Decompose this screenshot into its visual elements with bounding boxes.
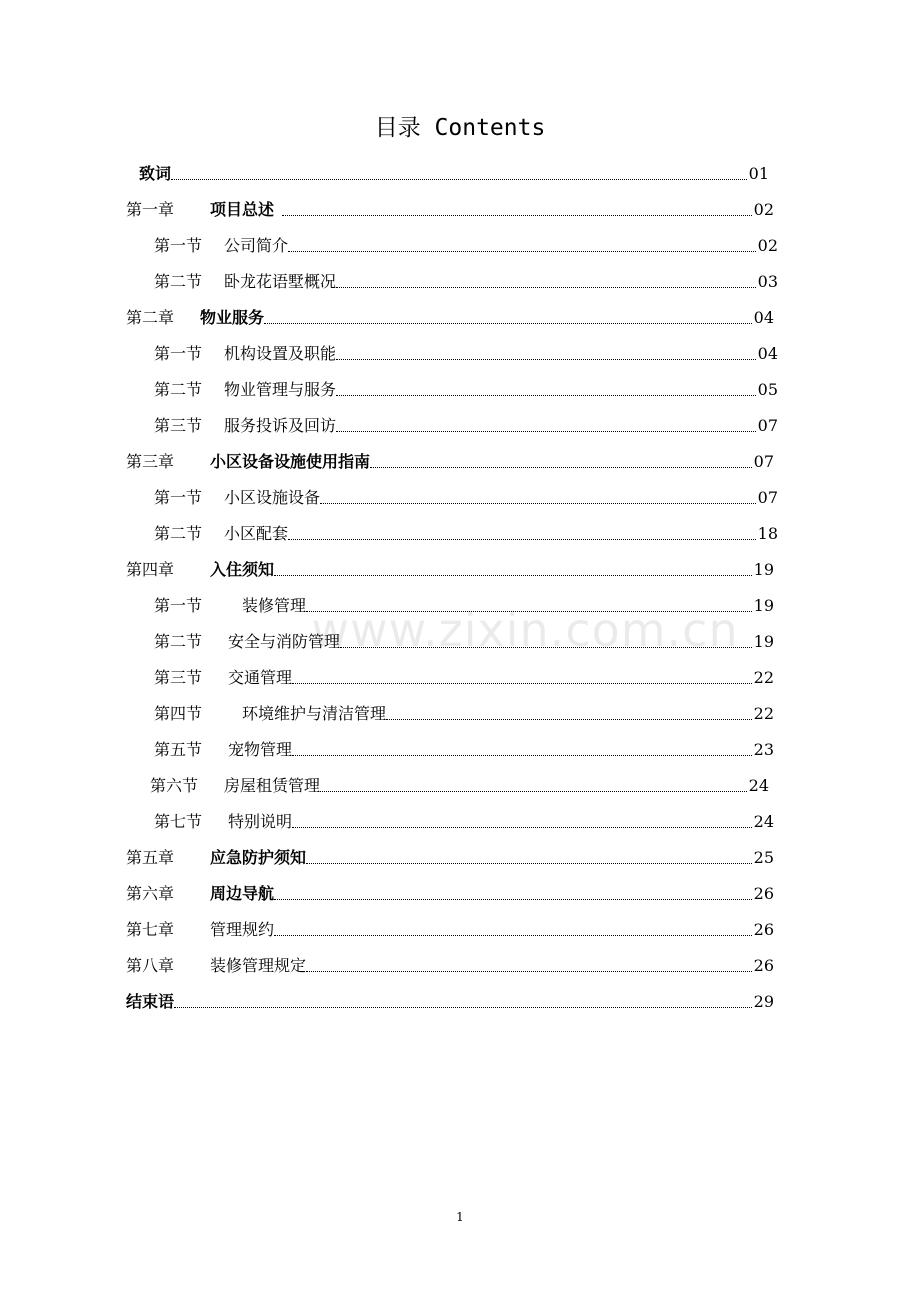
toc-entry-page: 26 bbox=[753, 884, 774, 903]
dot-leader bbox=[171, 179, 747, 180]
dot-leader bbox=[336, 359, 756, 360]
toc-entry-number: 第二节 bbox=[154, 524, 203, 543]
toc-entry-title: 物业服务 bbox=[200, 308, 265, 327]
toc-entry-title: 交通管理 bbox=[228, 668, 293, 687]
toc-entry-page: 26 bbox=[753, 956, 774, 975]
toc-entry-title: 周边导航 bbox=[210, 884, 275, 903]
toc-entry-title: 入住须知 bbox=[210, 560, 275, 579]
page-number: 1 bbox=[456, 1210, 464, 1224]
toc-entry-number: 第一节 bbox=[154, 596, 203, 615]
toc-entry-title: 管理规约 bbox=[210, 920, 275, 939]
toc-entry-number: 第一节 bbox=[154, 236, 203, 255]
toc-entry-chapter-8[interactable] bbox=[126, 952, 774, 976]
toc-entry-section[interactable] bbox=[154, 232, 778, 256]
toc-entry-page: 19 bbox=[753, 632, 774, 651]
dot-leader bbox=[336, 431, 756, 432]
toc-entry-section[interactable] bbox=[154, 628, 774, 652]
dot-leader bbox=[274, 899, 752, 900]
toc-entry-title: 服务投诉及回访 bbox=[224, 416, 337, 435]
toc-entry-section[interactable] bbox=[154, 808, 774, 832]
dot-leader bbox=[386, 719, 752, 720]
toc-entry-chapter-6[interactable] bbox=[126, 880, 774, 904]
toc-entry-page: 07 bbox=[757, 488, 778, 507]
page-title: 目录 Contents bbox=[374, 115, 546, 141]
toc-entry-title: 物业管理与服务 bbox=[224, 380, 337, 399]
toc-entry-number: 第三节 bbox=[154, 668, 203, 687]
toc-entry-number: 第二章 bbox=[126, 308, 175, 327]
dot-leader bbox=[174, 1007, 752, 1008]
toc-entry-number: 第一节 bbox=[154, 488, 203, 507]
toc-entry-number: 第二节 bbox=[154, 380, 203, 399]
toc-entry-page: 03 bbox=[757, 272, 778, 291]
toc-entry-title: 装修管理规定 bbox=[210, 956, 307, 975]
toc-entry-number: 第五节 bbox=[154, 740, 203, 759]
dot-leader bbox=[340, 647, 752, 648]
toc-entry-chapter-5[interactable] bbox=[126, 844, 774, 868]
toc-entry-chapter-4[interactable] bbox=[126, 556, 774, 580]
toc-entry-section[interactable] bbox=[154, 412, 778, 436]
toc-entry-number: 第六节 bbox=[150, 776, 199, 795]
toc-entry-section[interactable] bbox=[154, 340, 778, 364]
toc-entry-page: 01 bbox=[748, 164, 769, 183]
dot-leader bbox=[292, 827, 752, 828]
toc-entry-title: 公司简介 bbox=[224, 236, 289, 255]
toc-entry-page: 04 bbox=[757, 344, 778, 363]
toc-entry-number: 第三章 bbox=[126, 452, 175, 471]
dot-leader bbox=[320, 503, 756, 504]
toc-entry-number: 第二节 bbox=[154, 632, 203, 651]
toc-entry-section[interactable] bbox=[154, 592, 774, 616]
dot-leader bbox=[306, 863, 752, 864]
toc-entry-number: 第四章 bbox=[126, 560, 175, 579]
toc-entry-section[interactable] bbox=[154, 520, 778, 544]
toc-entry-page: 07 bbox=[757, 416, 778, 435]
toc-entry-title: 装修管理 bbox=[242, 596, 307, 615]
toc-entry-chapter-3[interactable] bbox=[126, 448, 774, 472]
dot-leader bbox=[274, 935, 752, 936]
dot-leader bbox=[288, 539, 756, 540]
toc-entry-page: 24 bbox=[753, 812, 774, 831]
toc-entry-section[interactable] bbox=[150, 772, 769, 796]
toc-entry-number: 第七节 bbox=[154, 812, 203, 831]
toc-entry-title: 安全与消防管理 bbox=[228, 632, 341, 651]
toc-entry-section[interactable] bbox=[154, 484, 778, 508]
toc-entry-number: 第八章 bbox=[126, 956, 175, 975]
dot-leader bbox=[274, 575, 752, 576]
toc-entry-page: 29 bbox=[753, 992, 774, 1011]
dot-leader bbox=[288, 251, 756, 252]
toc-entry-chapter-1[interactable] bbox=[126, 196, 774, 220]
toc-entry-page: 23 bbox=[753, 740, 774, 759]
toc-entry-page: 02 bbox=[757, 236, 778, 255]
toc-entry-title: 小区设备设施使用指南 bbox=[210, 452, 371, 471]
toc-entry-page: 24 bbox=[748, 776, 769, 795]
toc-entry-page: 25 bbox=[753, 848, 774, 867]
dot-leader bbox=[370, 467, 752, 468]
toc-entry-title: 卧龙花语墅概况 bbox=[224, 272, 337, 291]
toc-entry-page: 22 bbox=[753, 668, 774, 687]
toc-entry-page: 02 bbox=[753, 200, 774, 219]
toc-entry-number: 第一节 bbox=[154, 344, 203, 363]
toc-entry-number: 第七章 bbox=[126, 920, 175, 939]
toc-entry-section[interactable] bbox=[154, 268, 778, 292]
toc-entry-title: 应急防护须知 bbox=[210, 848, 307, 867]
toc-entry-preface[interactable] bbox=[139, 160, 769, 184]
toc-entry-chapter-7[interactable] bbox=[126, 916, 774, 940]
toc-entry-title: 结束语 bbox=[126, 992, 175, 1011]
toc-entry-title: 环境维护与清洁管理 bbox=[242, 704, 387, 723]
toc-entry-number: 第三节 bbox=[154, 416, 203, 435]
toc-entry-page: 05 bbox=[757, 380, 778, 399]
toc-entry-number: 第四节 bbox=[154, 704, 203, 723]
toc-entry-title: 房屋租赁管理 bbox=[224, 776, 321, 795]
toc-entry-page: 19 bbox=[753, 596, 774, 615]
dot-leader bbox=[282, 215, 752, 216]
dot-leader bbox=[306, 971, 752, 972]
toc-entry-page: 22 bbox=[753, 704, 774, 723]
toc-entry-number: 第一章 bbox=[126, 200, 175, 219]
dot-leader bbox=[336, 395, 756, 396]
toc-entry-page: 26 bbox=[753, 920, 774, 939]
watermark: www.zixin.com.cn bbox=[311, 603, 739, 657]
toc-entry-title: 宠物管理 bbox=[228, 740, 293, 759]
toc-entry-chapter-2[interactable] bbox=[126, 304, 774, 328]
dot-leader bbox=[306, 611, 752, 612]
toc-entry-number: 第二节 bbox=[154, 272, 203, 291]
toc-entry-title: 小区设施设备 bbox=[224, 488, 321, 507]
toc-entry-section[interactable] bbox=[154, 376, 778, 400]
toc-entry-section[interactable] bbox=[154, 700, 774, 724]
dot-leader bbox=[292, 683, 752, 684]
toc-entry-title: 小区配套 bbox=[224, 524, 289, 543]
toc-entry-number: 第六章 bbox=[126, 884, 175, 903]
dot-leader bbox=[292, 755, 752, 756]
dot-leader bbox=[264, 323, 752, 324]
dot-leader bbox=[336, 287, 756, 288]
toc-entry-title: 项目总述 bbox=[210, 200, 275, 219]
toc-entry-title: 特别说明 bbox=[228, 812, 293, 831]
toc-entry-title: 致词 bbox=[139, 164, 172, 183]
toc-entry-title: 机构设置及职能 bbox=[224, 344, 337, 363]
toc-entry-page: 07 bbox=[753, 452, 774, 471]
toc-entry-section[interactable] bbox=[154, 736, 774, 760]
toc-entry-page: 19 bbox=[753, 560, 774, 579]
dot-leader bbox=[320, 791, 747, 792]
toc-entry-number: 第五章 bbox=[126, 848, 175, 867]
toc-entry-closing[interactable] bbox=[126, 988, 774, 1012]
toc-entry-section[interactable] bbox=[154, 664, 774, 688]
toc-entry-page: 18 bbox=[757, 524, 778, 543]
toc-entry-page: 04 bbox=[753, 308, 774, 327]
